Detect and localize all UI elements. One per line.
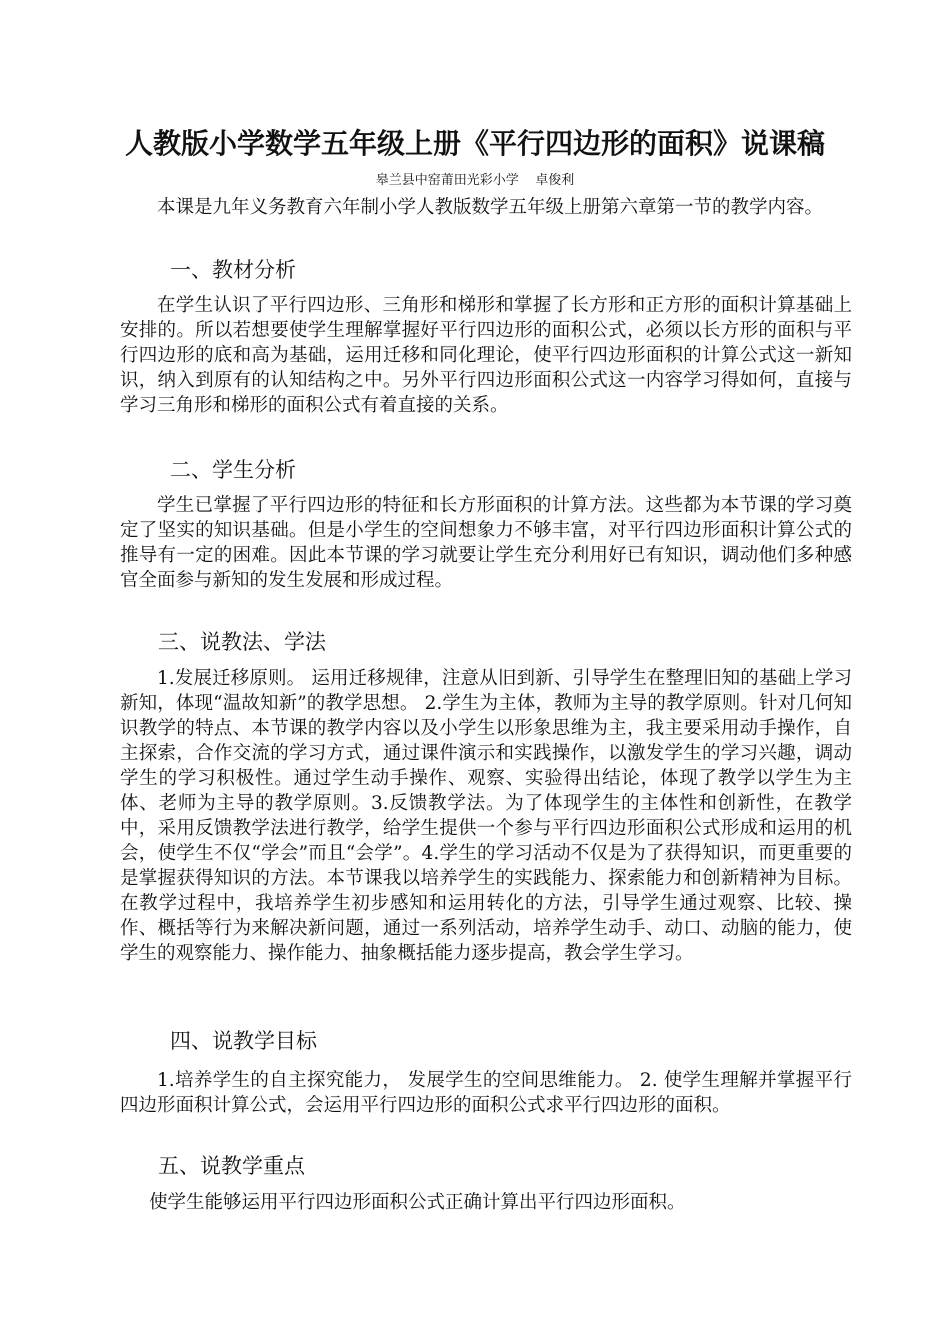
section-body-teaching-methods: 1.发展迁移原则。 运用迁移规律，注意从旧到新、引导学生在整理旧知的基础上学习新知，体现“温故知新”的教学思想。 2.学生为主体，教师为主导的教学原则。针对几何知识教学的特点、本节课的教学内容以及小学生以形象思维为主，我主要采用动手操作，自主探索，合作交流的学习方式，通过课件演示和实践操作，以激发学生的学习兴趣，调动学生的学习积极性。通过学生动手操作、观察、实验得出结论，体现了教学以学生为主体、老师为主导的教学原则。3.反馈教学法。为了体现学生的主体性和创新性，在教学中，采用反馈教学法进行教学，给学生提供一个参与平行四边形面积公式形成和运用的机会，使学生不仅“学会”而且“会学”。4.学生的学习活动不仅是为了获得知识，而更重要的是掌握获得知识的方法。本节课我以培养学生的实践能力、探索能力和创新精神为目标。在教学过程中，我培养学生初步感知和运用转化的方法，引导学生通过观察、比较、操作、概括等行为来解决新问题，通过一系列活动，培养学生动手、动口、动脑的能力，使学生的观察能力、操作能力、抽象概括能力逐步提高，教会学生学习。: [120, 668, 852, 964]
section-heading-teaching-goals: 四、说教学目标: [170, 1029, 317, 1053]
intro-paragraph: 本课是九年义务教育六年制小学人教版数学五年级上册第六章第一节的教学内容。: [157, 197, 824, 218]
author-line: 皋兰县中窑莆田光彩小学 卓俊利: [375, 173, 575, 188]
section-body-teaching-goals: 1.培养学生的自主探究能力， 发展学生的空间思维能力。 2. 使学生理解并掌握平行四边形面积计算公式，会运用平行四边形的面积公式求平行四边形的面积。: [120, 1070, 852, 1116]
section-heading-teaching-methods: 三、说教法、学法: [158, 630, 326, 654]
section-body-key-points: 使学生能够运用平行四边形面积公式正确计算出平行四边形面积。: [149, 1192, 686, 1213]
section-heading-textbook-analysis: 一、教材分析: [170, 258, 296, 282]
section-body-textbook-analysis: 在学生认识了平行四边形、三角形和梯形和掌握了长方形和正方形的面积计算基础上安排的。所以若想要使学生理解掌握好平行四边形的面积公式，必须以长方形的面积与平行四边形的底和高为基础，运用迁移和同化理论，使平行四边形面积的计算公式这一新知识，纳入到原有的认知结构之中。另外平行四边形面积公式这一内容学习得如何，直接与学习三角形和梯形的面积公式有着直接的关系。: [120, 295, 852, 416]
document-title: 人教版小学数学五年级上册《平行四边形的面积》说课稿: [124, 127, 825, 160]
section-heading-key-points: 五、说教学重点: [158, 1154, 305, 1178]
section-heading-student-analysis: 二、学生分析: [170, 458, 296, 482]
section-body-student-analysis: 学生已掌握了平行四边形的特征和长方形面积的计算方法。这些都为本节课的学习奠定了坚实的知识基础。但是小学生的空间想象力不够丰富，对平行四边形面积计算公式的推导有一定的困难。因此本节课的学习就要让学生充分利用好已有知识，调动他们多种感官全面参与新知的发生发展和形成过程。: [120, 495, 852, 591]
